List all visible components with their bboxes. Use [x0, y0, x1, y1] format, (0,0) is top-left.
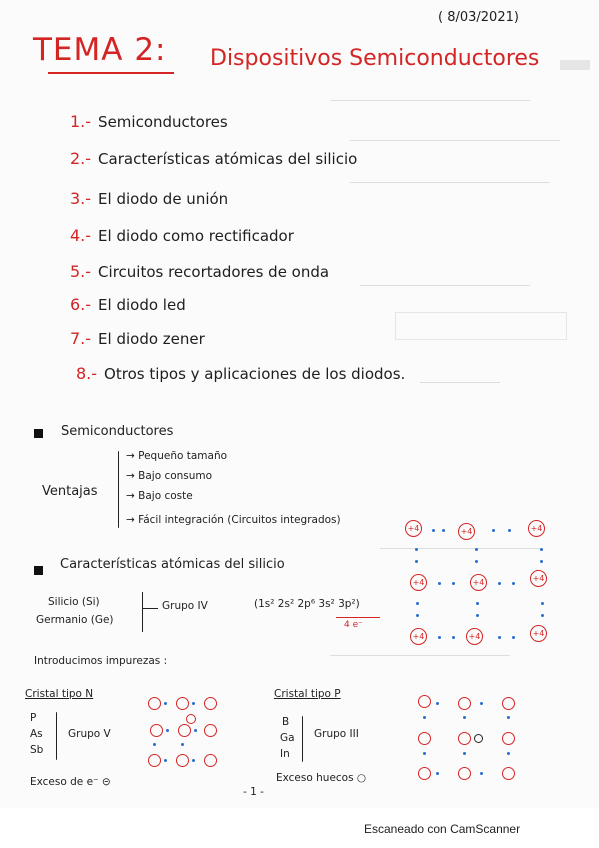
electron-dot	[181, 743, 184, 746]
electron-dot	[541, 614, 544, 617]
electron-dot	[194, 729, 197, 732]
ghost-mark	[350, 182, 550, 183]
electron-dot	[438, 636, 441, 639]
toc-text: El diodo como rectificador	[98, 227, 294, 245]
camscanner-footer: Escaneado con CamScanner	[364, 822, 521, 836]
electron-dot	[192, 759, 195, 762]
toc-num: 2.-	[70, 149, 92, 168]
electron-dot	[492, 529, 495, 532]
brace	[302, 716, 303, 762]
crystal-p-element: Ga	[280, 732, 295, 744]
crystal-p-title: Cristal tipo P	[274, 688, 341, 700]
toc-text: El diodo de unión	[98, 190, 229, 208]
atom-icon	[176, 697, 189, 710]
atom-icon	[502, 697, 515, 710]
ghost-mark	[420, 382, 500, 383]
atom-icon: +4	[466, 628, 483, 645]
crystal-n-element: P	[30, 712, 37, 724]
divider-line	[142, 592, 143, 632]
date: ( 8/03/2021)	[438, 10, 519, 25]
electron-dot	[507, 716, 510, 719]
electron-dot	[423, 716, 426, 719]
atom-icon: +4	[530, 625, 547, 642]
toc-num: 6.-	[70, 295, 92, 314]
ghost-mark	[350, 140, 560, 141]
electron-dot	[475, 560, 478, 563]
electron-dot	[507, 752, 510, 755]
toc-item	[70, 329, 205, 348]
toc-text: El diodo led	[98, 296, 186, 314]
atom-icon: +4	[530, 570, 547, 587]
electron-dot	[476, 614, 479, 617]
electron-dot	[541, 602, 544, 605]
advantages-label: Ventajas	[42, 484, 98, 499]
crystal-n-title: Cristal tipo N	[25, 688, 94, 700]
atom-icon	[176, 754, 189, 767]
ghost-mark	[560, 60, 590, 70]
ghost-mark	[380, 548, 540, 549]
atom-icon	[502, 767, 515, 780]
advantage-item: → Pequeño tamaño	[126, 450, 228, 462]
brace	[56, 712, 57, 760]
title-main: Dispositivos Semiconductores	[210, 46, 540, 71]
hole-icon	[474, 734, 483, 743]
toc-item	[70, 189, 228, 208]
atom-icon: +4	[470, 574, 487, 591]
crystal-p-excess: Exceso huecos ○	[276, 772, 367, 784]
atom-icon	[458, 767, 471, 780]
atom-icon: +4	[410, 628, 427, 645]
ghost-mark	[395, 312, 567, 340]
ghost-mark	[330, 655, 510, 656]
electron-dot	[463, 716, 466, 719]
crystal-n-group: Grupo V	[68, 728, 111, 740]
electron-dot	[498, 636, 501, 639]
electron-dot	[442, 529, 445, 532]
impurities-intro: Introducimos impurezas :	[34, 655, 168, 667]
electron-dot	[475, 548, 478, 551]
element-silicio: Silicio (Si)	[48, 596, 100, 608]
electron-dot	[415, 560, 418, 563]
atom-icon	[418, 695, 431, 708]
atom-icon	[204, 754, 217, 767]
arrow-line	[142, 608, 158, 609]
toc-num: 7.-	[70, 329, 92, 348]
advantage-item: → Fácil integración (Circuitos integrados)	[126, 514, 341, 526]
toc-text: El diodo zener	[98, 330, 205, 348]
toc-num: 5.-	[70, 262, 92, 281]
toc-item	[70, 295, 186, 314]
advantage-item: → Bajo coste	[126, 490, 193, 502]
toc-num: 1.-	[70, 112, 92, 131]
toc-num: 4.-	[70, 226, 92, 245]
toc-text: Semiconductores	[98, 113, 228, 131]
electron-dot	[540, 548, 543, 551]
atom-icon: +4	[405, 520, 422, 537]
atom-icon	[148, 754, 161, 767]
group-label: Grupo IV	[162, 600, 208, 612]
atom-icon	[458, 697, 471, 710]
atom-icon	[150, 724, 163, 737]
electron-dot	[438, 582, 441, 585]
config-underline	[336, 617, 380, 618]
atom-icon	[418, 767, 431, 780]
electron-dot	[452, 582, 455, 585]
atom-icon	[204, 697, 217, 710]
electron-dot	[423, 752, 426, 755]
electron-dot	[192, 702, 195, 705]
electron-dot	[164, 759, 167, 762]
title-underline	[48, 72, 174, 74]
atom-icon	[178, 724, 191, 737]
atom-icon: +4	[458, 523, 475, 540]
atom-icon	[204, 724, 217, 737]
toc-item	[70, 226, 294, 245]
electron-dot	[416, 614, 419, 617]
electron-dot	[512, 582, 515, 585]
toc-num: 8.-	[76, 364, 98, 383]
electron-dot	[166, 729, 169, 732]
ghost-mark	[330, 100, 530, 101]
section-heading: Características atómicas del silicio	[60, 557, 285, 572]
atom-icon	[458, 732, 471, 745]
electron-dot	[476, 602, 479, 605]
toc-num: 3.-	[70, 189, 92, 208]
atom-icon	[502, 732, 515, 745]
toc-text: Circuitos recortadores de onda	[98, 263, 330, 281]
crystal-n-excess: Exceso de e⁻ ⊝	[30, 776, 111, 788]
section-bullet-icon	[34, 566, 43, 575]
ghost-mark	[360, 285, 530, 286]
electron-dot	[432, 529, 435, 532]
title-tema: TEMA 2:	[33, 32, 167, 68]
atom-icon	[418, 732, 431, 745]
toc-item	[70, 262, 329, 281]
atom-icon	[148, 697, 161, 710]
electron-dot	[480, 772, 483, 775]
advantage-item: → Bajo consumo	[126, 470, 213, 482]
crystal-p-element: B	[282, 716, 290, 728]
atom-icon: +4	[410, 574, 427, 591]
electron-dot	[480, 702, 483, 705]
electron-dot	[512, 636, 515, 639]
section-bullet-icon	[34, 429, 43, 438]
toc-item	[70, 149, 357, 168]
electron-dot	[416, 602, 419, 605]
brace	[118, 451, 119, 528]
page-number: - 1 -	[243, 786, 264, 798]
electron-dot	[498, 582, 501, 585]
crystal-p-element: In	[280, 748, 290, 760]
electron-dot	[436, 702, 439, 705]
electron-dot	[415, 548, 418, 551]
toc-item	[76, 364, 405, 383]
electron-dot	[164, 702, 167, 705]
electron-dot	[153, 743, 156, 746]
electron-dot	[436, 772, 439, 775]
free-electron-icon	[186, 714, 196, 724]
electron-dot	[452, 636, 455, 639]
section-heading: Semiconductores	[61, 424, 174, 439]
crystal-n-element: As	[30, 728, 43, 740]
element-germanio: Germanio (Ge)	[36, 614, 114, 626]
electron-dot	[463, 752, 466, 755]
electron-dot	[508, 529, 511, 532]
crystal-p-group: Grupo III	[314, 728, 359, 740]
valence-electrons: 4 e⁻	[344, 620, 363, 630]
atom-icon: +4	[528, 520, 545, 537]
toc-text: Características atómicas del silicio	[98, 150, 358, 168]
toc-text: Otros tipos y aplicaciones de los diodos.	[104, 365, 406, 383]
crystal-n-element: Sb	[30, 744, 44, 756]
electron-config: (1s² 2s² 2p⁶ 3s² 3p²)	[254, 598, 360, 610]
electron-dot	[540, 560, 543, 563]
toc-item	[70, 112, 228, 131]
